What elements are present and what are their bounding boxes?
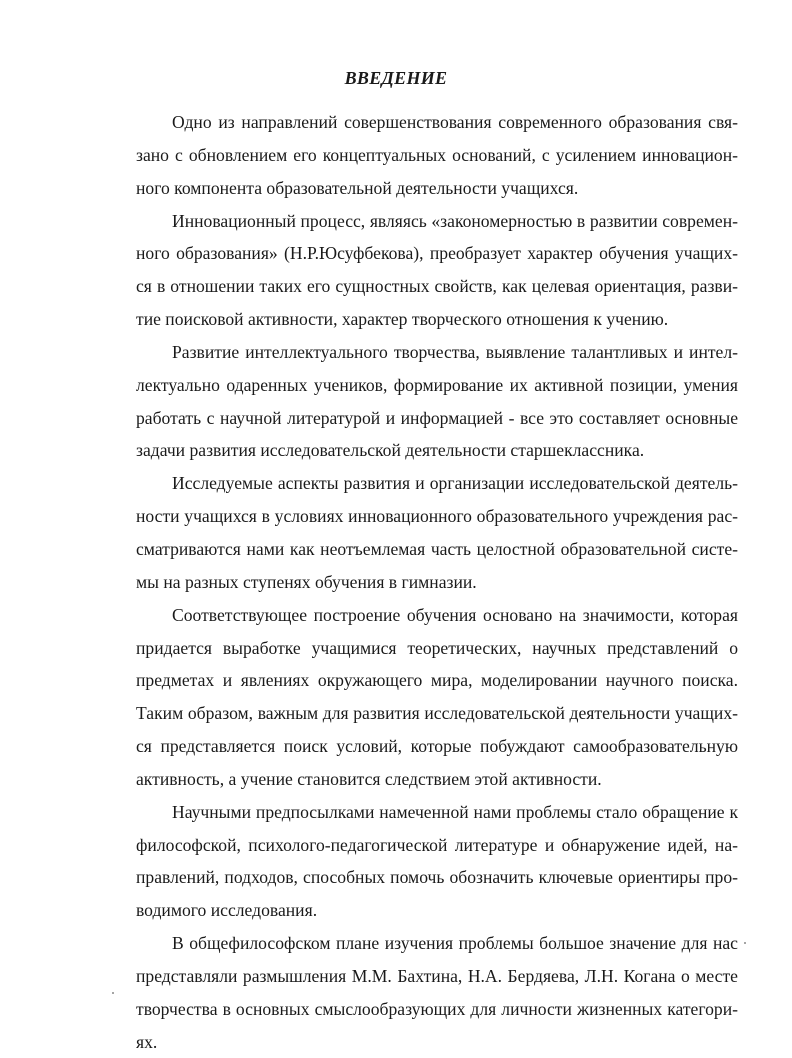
text-line: придается выработке учащимися теоретических, научных представлений о bbox=[136, 637, 738, 658]
text-line: Одно из направлений совершенствования современного образования свя- bbox=[172, 112, 738, 132]
text-line: ного образования» (Н.Р.Юсуфбекова), преобразует характер обучения учащих- bbox=[136, 243, 738, 264]
paragraph bbox=[136, 927, 738, 1058]
text-line: мы на разных ступенях обучения в гимназии. bbox=[136, 571, 477, 592]
text-line: Инновационный процесс, являясь «закономерностью в развитии современ- bbox=[172, 210, 738, 231]
text-line: ся представляется поиск условий, которые побуждают самообразовательную bbox=[136, 736, 738, 757]
text-line: предметах и явлениях окружающего мира, моделировании научного поиска. bbox=[136, 670, 738, 691]
paragraph bbox=[136, 106, 738, 205]
text-line: Соответствующее построение обучения основано на значимости, которая bbox=[172, 604, 738, 625]
text-line: ся в отношении таких его сущностных свойств, как целевая ориентация, разви- bbox=[136, 276, 738, 297]
text-line: сматриваются нами как неотъемлемая часть целостной образовательной систе- bbox=[136, 538, 738, 559]
text-line: лектуально одаренных учеников, формирование их активной позиции, умения bbox=[136, 374, 738, 395]
text-line: правлений, подходов, способных помочь обозначить ключевые ориентиры про- bbox=[136, 867, 738, 888]
text-line: Исследуемые аспекты развития и организации исследовательской деятель- bbox=[172, 473, 738, 494]
document-body bbox=[136, 106, 738, 1058]
text-line: ного компонента образовательной деятельности учащихся. bbox=[136, 177, 579, 198]
text-line: Научными предпосылками намеченной нами проблемы стало обращение к bbox=[172, 801, 738, 822]
text-line: творчества в основных смыслообразующих для личности жизненных категори- bbox=[136, 998, 738, 1019]
scan-speck bbox=[744, 942, 746, 944]
text-line: водимого исследования. bbox=[136, 900, 318, 921]
text-line: ях. bbox=[136, 1031, 158, 1052]
text-line: Таким образом, важным для развития исследовательской деятельности учащих- bbox=[136, 703, 738, 724]
text-line: В общефилософском плане изучения проблемы большое значение для нас bbox=[172, 933, 738, 954]
text-line: ности учащихся в условиях инновационного образовательного учреждения рас- bbox=[136, 506, 738, 527]
text-line: представляли размышления М.М. Бахтина, Н.А. Бердяева, Л.Н. Когана о месте bbox=[136, 965, 738, 986]
paragraph bbox=[136, 599, 738, 796]
text-line: задачи развития исследовательской деятельности старшеклассника. bbox=[136, 440, 645, 461]
text-line: Развитие интеллектуального творчества, выявление талантливых и интел- bbox=[172, 341, 738, 362]
text-line: работать с научной литературой и информацией - все это составляет основные bbox=[136, 407, 738, 428]
text-line: тие поисковой активности, характер творческого отношения к учению. bbox=[136, 309, 669, 330]
paragraph bbox=[136, 796, 738, 927]
text-line: активность, а учение становится следствием этой активности. bbox=[136, 768, 602, 789]
text-line: зано с обновлением его концептуальных оснований, с усилением инновацион- bbox=[136, 144, 738, 165]
paragraph bbox=[136, 336, 738, 467]
text-line: философской, психолого-педагогической литературе и обнаружение идей, на- bbox=[136, 834, 738, 855]
paragraph bbox=[136, 467, 738, 598]
scan-speck bbox=[112, 992, 114, 994]
paragraph bbox=[136, 205, 738, 336]
page-title: ВВЕДЕНИЕ bbox=[344, 68, 448, 88]
